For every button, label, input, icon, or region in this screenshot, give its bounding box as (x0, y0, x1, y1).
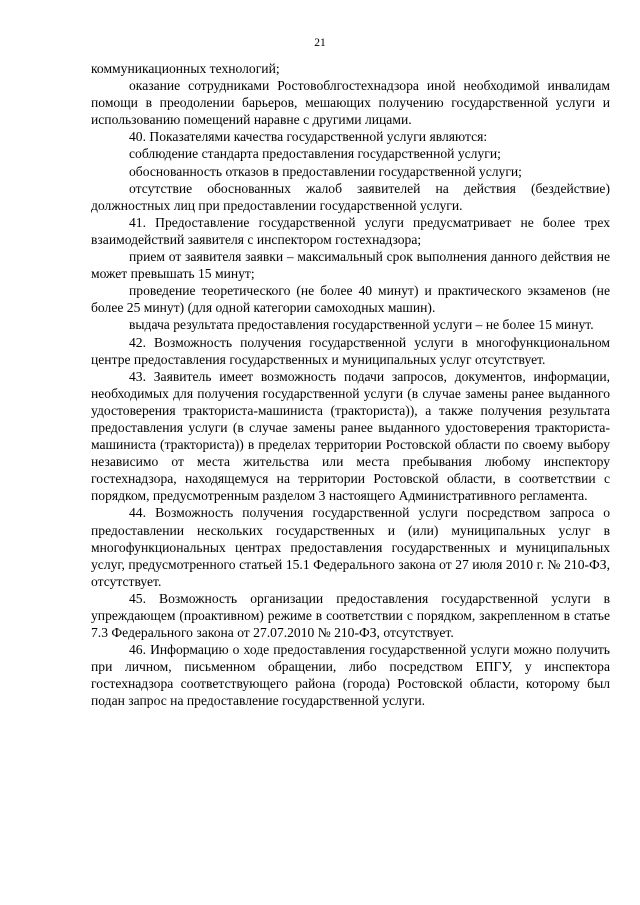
paragraph: проведение теоретического (не более 40 минут) и практического экзаменов (не более 25 минут) (для одной категории самоходных машин). (91, 283, 610, 316)
paragraph: обоснованность отказов в предоставлении государственной услуги; (129, 163, 522, 179)
paragraph: 45. Возможность организации предоставления государственной услуги в упреждающем (проактивном) режиме в соответствии с порядком, закрепленном в статье 7.3 Федерального закона от 27.07.2010 № 210-ФЗ, отсутствует. (91, 590, 610, 641)
paragraph: 40. Показателями качества государственной услуги являются: (129, 129, 488, 145)
paragraph: прием от заявителя заявки – максимальный срок выполнения данного действия не может превышать 15 минут; (91, 249, 610, 282)
paragraph: оказание сотрудниками Ростовоблгостехнадзора иной необходимой инвалидам помощи в преодолении барьеров, мешающих получению государственной услуги и использованию помещений наравне с другими лицами. (91, 78, 610, 128)
paragraph: коммуникационных технологий; (91, 61, 280, 76)
document-body (91, 60, 610, 710)
paragraph: отсутствие обоснованных жалоб заявителей на действия (бездействие) должностных лиц при предоставлении государственной услуги. (91, 180, 610, 213)
paragraph: 46. Информацию о ходе предоставления государственной услуги можно получить при личном, письменном обращении, либо посредством ЕПГУ, у инспектора гостехнадзора соответствующего района (города) Ростовской области, которому был подан запрос на предоставление государственной услуги. (91, 642, 610, 709)
paragraph: 41. Предоставление государственной услуги предусматривает не более трех взаимодействий заявителя с инспектором гостехнадзора; (91, 214, 610, 247)
paragraph: 43. Заявитель имеет возможность подачи запросов, документов, информации, необходимых для получения государственной услуги (в случае замены ранее выданного удостоверения тракториста-машиниста (тракториста)), а также получения результата предоставления услуги (в случае замены ранее выданного удостоверения тракториста-машиниста (тракториста)) в пределах территории Ростовской области по своему выбору независимо от места жительства или места пребывания любому инспектору гостехнадзора, находящемуся на территории Ростовской области, в соответствии с порядком, предусмотренным разделом 3 настоящего Административного регламента. (91, 368, 610, 504)
paragraph: 42. Возможность получения государственной услуги в многофункциональном центре предоставления государственных и муниципальных услуг отсутствует. (91, 334, 610, 367)
page-number: 21 (314, 37, 326, 49)
paragraph: выдача результата предоставления государственной услуги – не более 15 минут. (129, 317, 594, 333)
paragraph: 44. Возможность получения государственной услуги посредством запроса о предоставлении нескольких государственных и (или) муниципальных услуг в многофункциональных центрах предоставления государственных и муниципальных услуг, предусмотренного статьей 15.1 Федерального закона от 27 июля 2010 г. № 210-ФЗ, отсутствует. (91, 505, 610, 589)
paragraph: соблюдение стандарта предоставления государственной услуги; (129, 146, 501, 162)
